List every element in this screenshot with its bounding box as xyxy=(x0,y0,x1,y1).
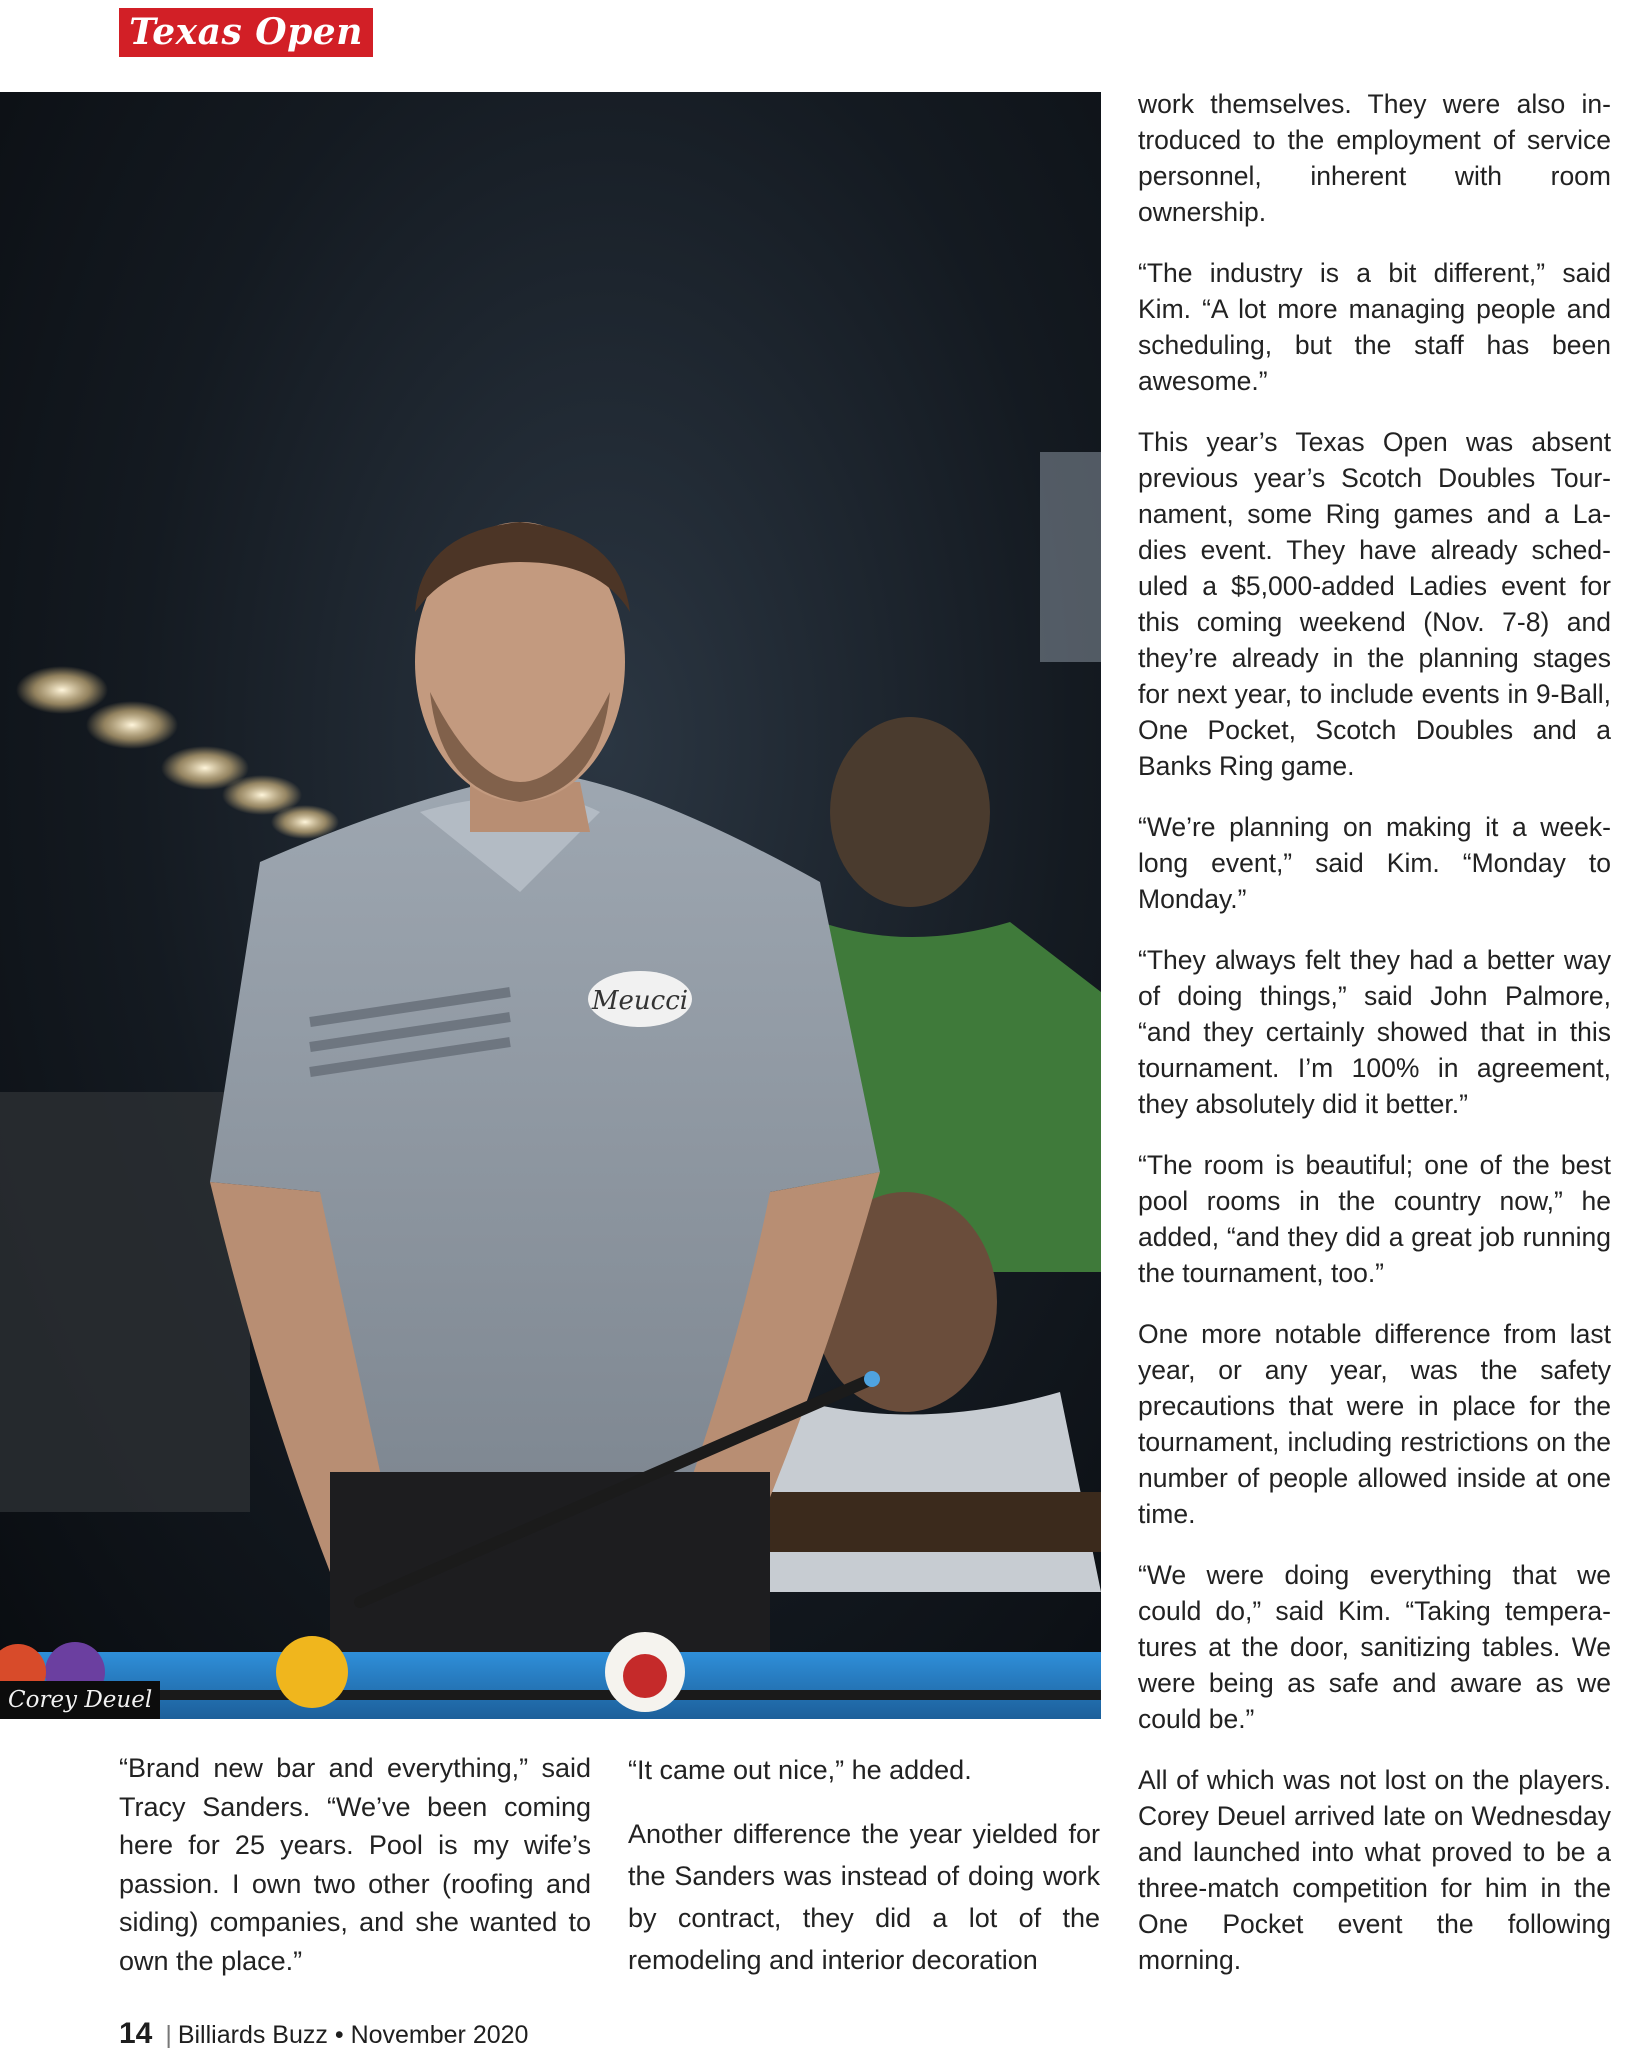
article-column-left xyxy=(119,1749,591,2006)
paragraph: work themselves. They were also introduced to the employment of service personnel, inherent with room ownership. xyxy=(1138,89,1611,227)
paragraph: “We were doing everything that we could do,” said Kim. “Taking temperatures at the door, sanitizing tables. We were being as safe and aware as we could be.” xyxy=(1138,1560,1611,1734)
paragraph: This year’s Texas Open was absent previous year’s Scotch Doubles Tournament, some Ring games and a Ladies event. They have already scheduled a $5,000-added Ladies event for this coming weekend (Nov. 7-8) and they’re already in the planning stages for next year, to include events in 9-Ball, One Pocket, Scotch Doubles and a Banks Ring game. xyxy=(1138,427,1611,781)
issue-date: November 2020 xyxy=(350,2021,529,2049)
player-photo xyxy=(0,92,1101,1719)
shirt-logo-text: Meucci xyxy=(591,986,689,1016)
paragraph: “We’re planning on making it a weeklong event,” said Kim. “Monday to Monday.” xyxy=(1138,812,1611,914)
section-tag: Texas Open xyxy=(119,8,373,57)
photo-credit: Corey Deuel xyxy=(0,1681,160,1719)
paragraph: One more notable difference from last year, or any year, was the safety precautions that were in place for the tournament, including restrictions on the number of people allowed inside at one time. xyxy=(1138,1319,1611,1529)
paragraph: Another difference the year yielded for the Sanders was instead of doing work by contract, they did a lot of the remodeling and interior decoration xyxy=(628,1819,1100,1975)
page-footer xyxy=(119,2017,528,2051)
paragraph: “The industry is a bit different,” said Kim. “A lot more managing people and scheduling, but the staff has been awesome.” xyxy=(1138,258,1611,396)
paragraph: All of which was not lost on the players. Corey Deuel arrived late on Wednesday and launched into what proved to be a three-match competition for him in the One Pocket event the following morning. xyxy=(1138,1765,1611,1975)
footer-bullet: • xyxy=(334,2021,344,2049)
paragraph: “It came out nice,” he added. xyxy=(628,1755,972,1785)
footer-separator: | xyxy=(165,2021,172,2049)
article-column-right xyxy=(1138,86,1611,2003)
paragraph: “The room is beautiful; one of the best pool rooms in the country now,” he added, “and they did a great job running the tournament, too.” xyxy=(1138,1150,1611,1288)
publication-name: Billiards Buzz xyxy=(177,2021,328,2049)
paragraph: “Brand new bar and everything,” said Tracy Sanders. “We’ve been coming here for 25 years. Pool is my wife’s passion. I own two other (roofing and siding) companies, and she wanted to own the place.” xyxy=(119,1753,591,1976)
page-number: 14 xyxy=(119,2017,153,2050)
article-column-middle xyxy=(628,1749,1100,2003)
photo-illustration xyxy=(0,92,1101,1719)
paragraph: “They always felt they had a better way of doing things,” said John Palmore, “and they certainly showed that in this tournament. I’m 100% in agreement, they absolutely did it better.” xyxy=(1138,945,1611,1119)
